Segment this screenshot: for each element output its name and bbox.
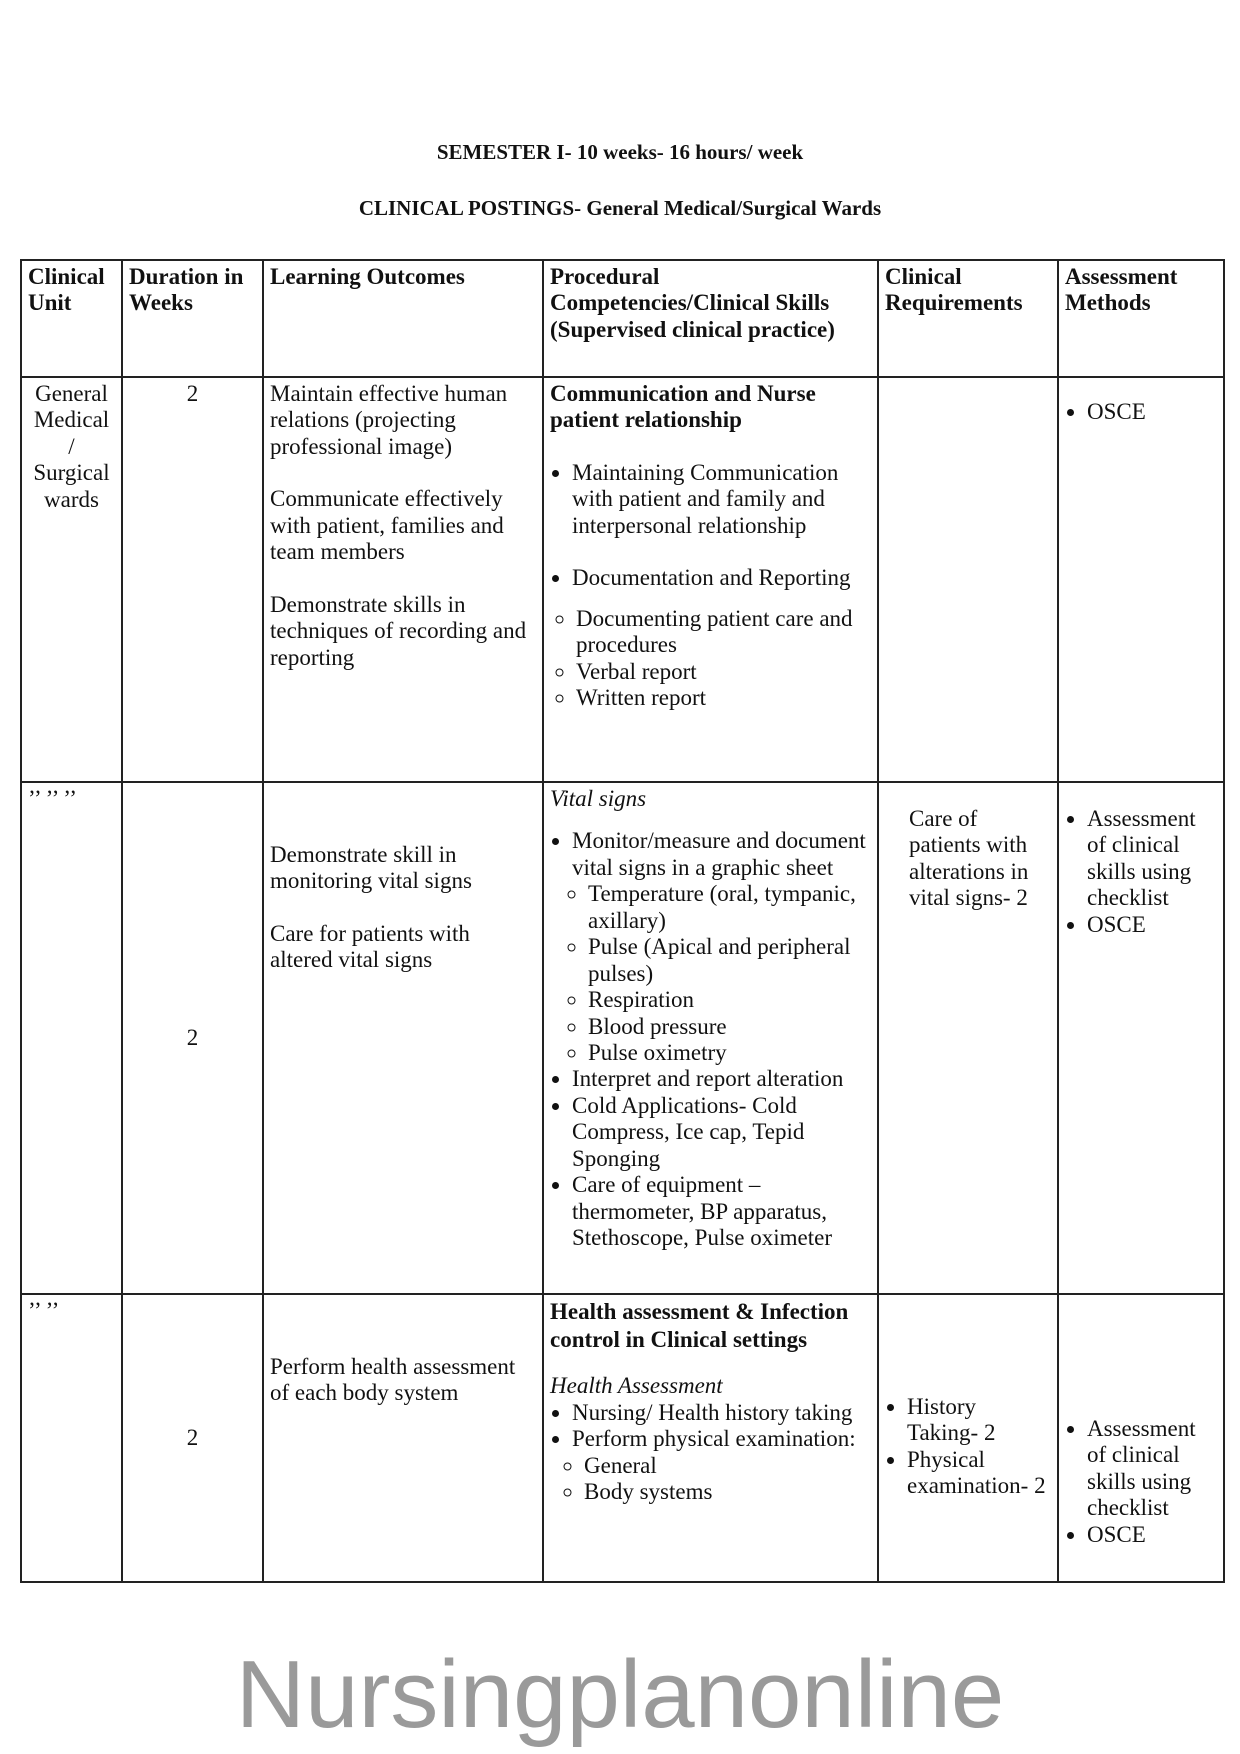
table-row <box>21 1294 1224 1582</box>
assessment-cell <box>1058 1294 1224 1582</box>
assessment-item: • Assessment of clinical skills using checklist <box>1087 1416 1217 1522</box>
procedures-cell <box>543 782 878 1294</box>
watermark: Nursingplanonline <box>235 1641 1005 1748</box>
assessment-cell <box>1058 377 1224 782</box>
procedure-subheading: Health Assessment <box>550 1373 723 1399</box>
procedures-cell <box>543 1294 878 1582</box>
outcome-item: Communicate effectively with patient, families and team members <box>270 486 504 565</box>
procedures-cell <box>543 377 878 782</box>
assessment-item: • OSCE <box>1087 399 1217 425</box>
procedure-subitem: ◦ Pulse oximetry <box>588 1040 871 1066</box>
col-clinical-unit: Clinical Unit <box>21 260 122 377</box>
procedure-subitem: ◦ Blood pressure <box>588 1014 871 1040</box>
page-subtitle: CLINICAL POSTINGS- General Medical/Surgical Wards <box>358 196 882 220</box>
requirements-cell <box>878 1294 1058 1582</box>
col-duration: Duration in Weeks <box>122 260 263 377</box>
procedure-item: • Interpret and report alteration <box>572 1066 871 1092</box>
table-header-row <box>21 260 1224 377</box>
assessment-cell <box>1058 782 1224 1294</box>
outcome-item: Care for patients with altered vital signs <box>270 920 470 973</box>
procedure-item: • Nursing/ Health history taking <box>572 1400 871 1426</box>
duration-cell: 2 <box>122 1294 263 1582</box>
assessment-item: • OSCE <box>1087 912 1217 938</box>
procedure-subitem: ◦ Documenting patient care and procedures <box>576 606 871 659</box>
outcomes-cell <box>263 782 543 1294</box>
requirements-cell <box>878 782 1058 1294</box>
procedure-item: • Perform physical examination: <box>572 1426 871 1452</box>
unit-cell: ’’ ’’ ’’ <box>21 782 122 1294</box>
outcomes-cell <box>263 1294 543 1582</box>
unit-cell: General Medical / Surgical wards <box>21 377 122 782</box>
procedure-item: • Documentation and Reporting <box>572 565 871 591</box>
procedure-subitem: ◦ Verbal report <box>576 659 871 685</box>
procedure-item: • Monitor/measure and document vital signs in a graphic sheet <box>572 828 871 881</box>
procedure-subitem: ◦ Respiration <box>588 987 871 1013</box>
procedure-subitem: ◦ Written report <box>576 685 871 711</box>
procedure-subitem: ◦ General <box>584 1453 871 1479</box>
outcome-item: Demonstrate skill in monitoring vital signs <box>270 842 472 894</box>
outcome-item: Demonstrate skills in techniques of recording and reporting <box>270 591 527 670</box>
assessment-item: • Assessment of clinical skills using checklist <box>1087 806 1217 912</box>
duration-cell: 2 <box>122 782 263 1294</box>
outcome-item: Perform health assessment of each body system <box>270 1354 516 1406</box>
procedure-heading: Health assessment & Infection control in Clinical settings <box>550 1299 849 1352</box>
procedure-item: • Cold Applications- Cold Compress, Ice cap, Tepid Sponging <box>572 1093 871 1172</box>
col-assessment-methods: Assessment Methods <box>1058 260 1224 377</box>
outcomes-cell <box>263 377 543 782</box>
page-title: SEMESTER I- 10 weeks- 16 hours/ week <box>436 140 804 164</box>
procedure-subitem: ◦ Pulse (Apical and peripheral pulses) <box>588 934 871 987</box>
requirements-cell <box>878 377 1058 782</box>
procedure-subitem: ◦ Temperature (oral, tympanic, axillary) <box>588 881 871 934</box>
assessment-item: • OSCE <box>1087 1522 1217 1548</box>
col-procedural-competencies: Procedural Competencies/Clinical Skills (Supervised clinical practice) <box>543 260 878 377</box>
col-learning-outcomes: Learning Outcomes <box>263 260 543 377</box>
requirement-item: • History Taking- 2 <box>907 1394 1051 1447</box>
col-clinical-requirements: Clinical Requirements <box>878 260 1058 377</box>
procedure-subitem: ◦ Body systems <box>584 1479 871 1505</box>
table-row <box>21 377 1224 782</box>
unit-cell: ’’ ’’ <box>21 1294 122 1582</box>
procedure-item: • Maintaining Communication with patient and family and interpersonal relationship <box>572 460 871 539</box>
outcome-item: Maintain effective human relations (projecting professional image) <box>270 381 508 459</box>
procedure-heading: Communication and Nurse patient relationship <box>550 381 816 433</box>
procedure-heading: Vital signs <box>550 786 647 811</box>
requirement-item: Care of patients with alterations in vital signs- 2 <box>909 806 1029 911</box>
clinical-postings-table <box>20 259 1225 1583</box>
duration-cell: 2 <box>122 377 263 782</box>
requirement-item: • Physical examination- 2 <box>907 1447 1051 1500</box>
table-row <box>21 782 1224 1294</box>
procedure-item: • Care of equipment – thermometer, BP apparatus, Stethoscope, Pulse oximeter <box>572 1172 871 1251</box>
